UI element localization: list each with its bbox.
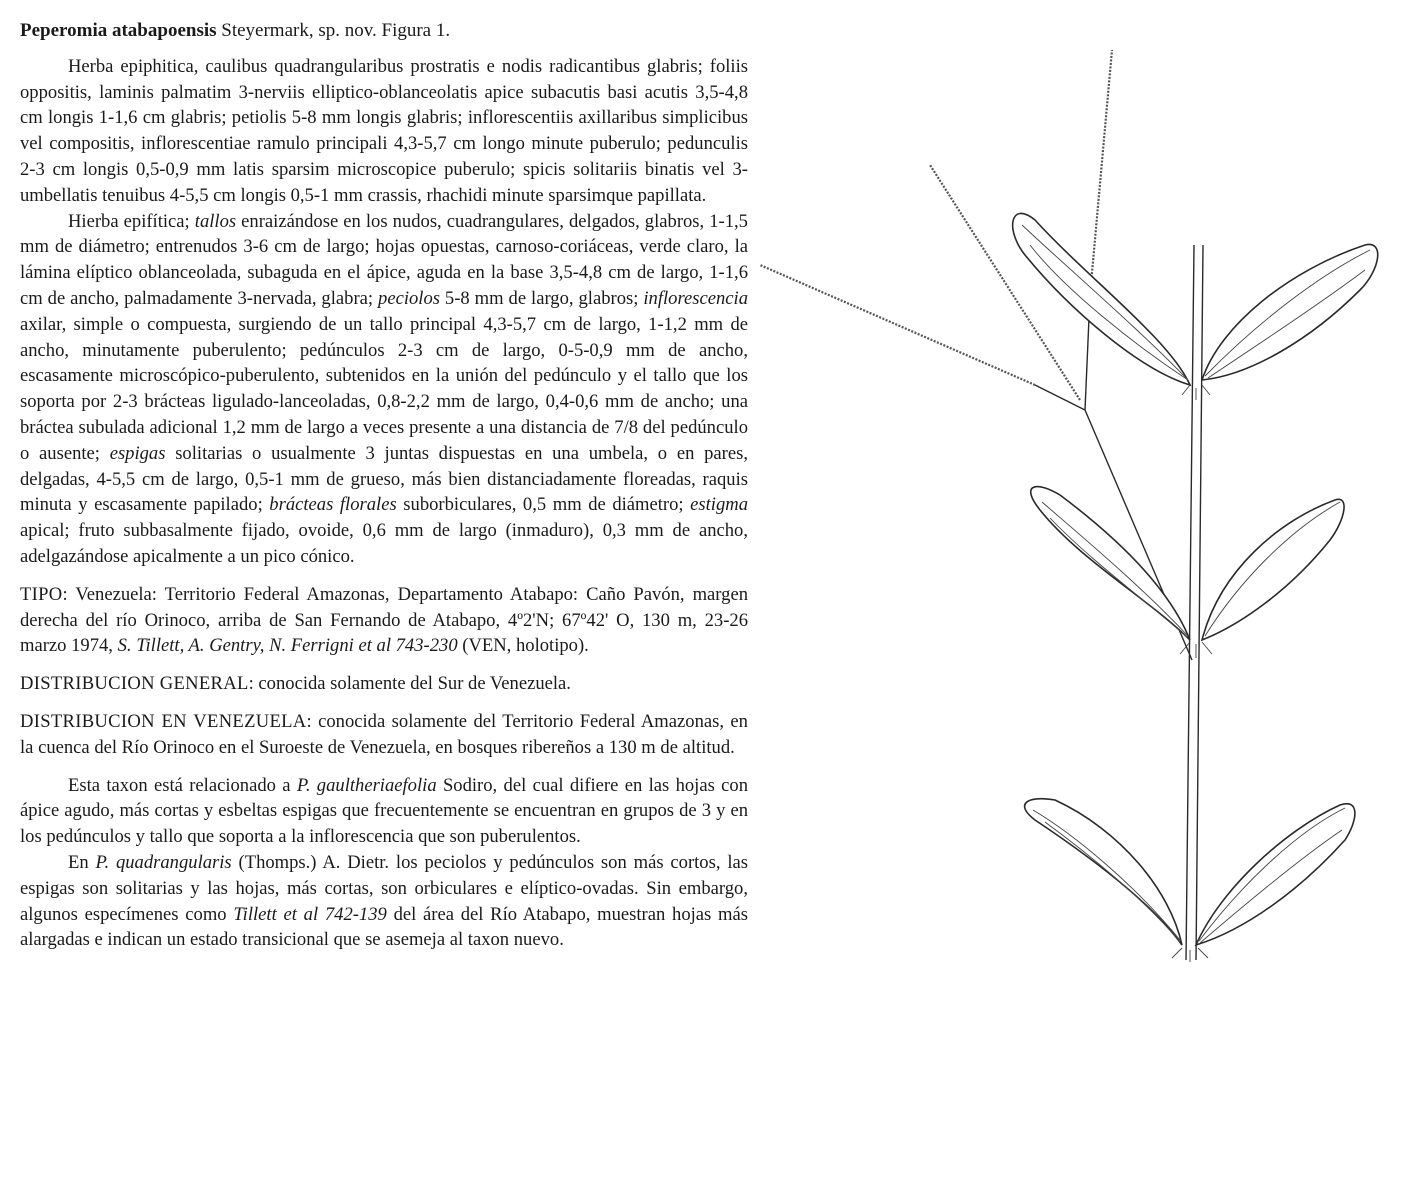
leaf <box>1025 799 1182 945</box>
desc-text: apical; fruto subbasalmente fijado, ovoide, 0,6 mm de largo (inmaduro), 0,3 mm de ancho, adelgazándose apicalmente a un pico cónico. <box>20 520 748 567</box>
comparison-specimen: Tillett et al 742-139 <box>233 903 387 925</box>
tipo-label: TIPO <box>20 583 63 605</box>
desc-text: 5-8 mm de largo, glabros; <box>439 287 644 309</box>
desc-term: espigas <box>109 442 166 464</box>
desc-term: brácteas florales <box>269 494 397 516</box>
distribution-general-text: : conocida solamente del Sur de Venezuela. <box>248 673 571 695</box>
species-authority: Steyermark, sp. nov. Figura 1. <box>216 20 451 41</box>
leaf <box>1196 804 1355 945</box>
node-roots <box>1172 948 1208 962</box>
desc-term: estigma <box>690 494 748 516</box>
comparison-species: P. quadrangularis <box>95 851 232 873</box>
plant-illustration <box>750 40 1410 1000</box>
leaf <box>1202 499 1344 640</box>
desc-text: axilar, simple o compuesta, surgiendo de un tallo principal 4,3-5,7 cm de largo, 1-1,2 mm de ancho, minutamente puberulento; pedúnculos 2-3 cm de largo, 0-5-0,9 mm de ancho, escasamente microscópico-puberulento, subtenidos en la unión del pedúnculo y el tallo que los soporta por 2-3 brácteas ligulado-lanceoladas, 0,8-2,2 mm de largo, 0,4-0,6 mm de ancho; una bráctea subulada adicional 1,2 mm de largo a veces presente a una distancia de 7/8 del pedúnculo o ausente; <box>20 313 748 464</box>
desc-text: suborbiculares, 0,5 mm de diámetro; <box>396 494 691 516</box>
desc-text: enraizándose en los nudos, cuadrangulares, delgados, glabros, 1-1,5 mm de diámetro; entrenudos 3-6 cm de largo; hojas opuestas, carnoso-coriáceas, verde claro, la lámina elíptico oblanceolada, subaguda en el ápice, aguda en la base 3,5-4,8 cm de largo, 1-1,6 cm de ancho, palmadamente 3-nervada, glabra; <box>20 210 748 309</box>
leaf <box>1013 213 1190 385</box>
desc-term: peciolos <box>378 287 440 309</box>
desc-text: Hierba epifítica; <box>68 210 195 232</box>
tipo-text: : Venezuela: Territorio Federal Amazonas, Departamento Atabapo: Caño Pavón, margen derecha del río Orinoco, arriba de San Fernando de Atabapo, 4º2'N; 67º42' O, 130 m, 23-26 marzo 1974, <box>20 583 748 657</box>
distribution-general-label: DISTRIBUCION GENERAL <box>20 673 249 695</box>
node-roots <box>1182 385 1210 400</box>
spanish-description <box>20 209 748 570</box>
leaf <box>1031 487 1190 640</box>
main-stem <box>1186 245 1194 960</box>
latin-description: Herba epiphitica, caulibus quadrangularibus prostratis e nodis radicantibus glabris; foliis oppositis, laminis palmatim 3-nerviis elliptico-oblanceolatis apice subacutis basi acutis 3,5-4,8 cm longis 1-1,6 cm glabris; petiolis 5-8 mm longis glabris; inflorescentiis axillaribus simplicibus vel compositis, inflorescentiae ramulo principali 4,3-5,7 cm longo minute puberulo; pedunculis 2-3 cm longis 0,5-0,9 mm latis sparsim microscopice puberulo; spicis solitariis binatis vel 3-umbellatis tenuibus 4-5,5 cm longis 0,5-1 mm crassis, rhachidi minute sparsimque papillata. <box>20 55 748 206</box>
tipo-collectors: S. Tillett, A. Gentry, N. Ferrigni et al 743-230 <box>117 635 458 657</box>
spike <box>1090 50 1112 295</box>
distribution-venezuela-text: : conocida solamente del Territorio Federal Amazonas, en la cuenca del Río Orinoco en el Suroeste de Venezuela, en bosques ribereños a 130 m de altitud. <box>20 710 748 758</box>
comparison-text: Sodiro, del cual difiere en las hojas con ápice agudo, más cortas y esbeltas espigas que frecuentemente se encuentran en grupos de 3 y en los pedúnculos y tallo que soporta a la inflorescencia que son puberulentos. <box>20 774 748 848</box>
species-name: Peperomia atabapoensis <box>20 20 217 41</box>
comparison-paragraph-2 <box>20 850 748 953</box>
distribution-general <box>20 671 748 697</box>
comparison-text: Esta taxon está relacionado a <box>68 774 297 796</box>
comparison-text: (Thomps.) A. Dietr. los peciolos y pedúnculos son más cortos, las espigas son solitarias y las hojas, más cortas, son orbiculares e elíptico-ovadas. Sin embargo, algunos especímenes como <box>20 851 748 925</box>
species-heading <box>20 18 748 44</box>
comparison-paragraph-1 <box>20 773 748 850</box>
leaf <box>1202 244 1378 380</box>
main-stem-edge <box>1196 245 1203 960</box>
comparison-species: P. gaultheriaefolia <box>296 774 437 796</box>
desc-term: inflorescencia <box>643 287 749 309</box>
comparison-text: del área del Río Atabapo, muestran hojas más alargadas e indican un estado transicional que se asemeja al taxon nuevo. <box>20 903 748 951</box>
plant-drawing <box>750 40 1410 1000</box>
tipo-suffix: (VEN, holotipo). <box>457 635 589 657</box>
tipo-paragraph <box>20 582 748 659</box>
spike <box>760 265 1035 385</box>
comparison-text: En <box>68 851 96 873</box>
distribution-venezuela-label: DISTRIBUCION EN VENEZUELA <box>20 710 307 732</box>
distribution-venezuela <box>20 709 748 761</box>
desc-text: solitarias o usualmente 3 juntas dispuestas en una umbela, o en pares, delgadas, 4-5,5 cm de largo, 0,5-1 mm de grueso, más bien distanciadamente floreadas, raquis minuta y escasamente papilado; <box>20 442 748 516</box>
text-column <box>20 18 748 953</box>
desc-term: tallos <box>194 210 237 232</box>
